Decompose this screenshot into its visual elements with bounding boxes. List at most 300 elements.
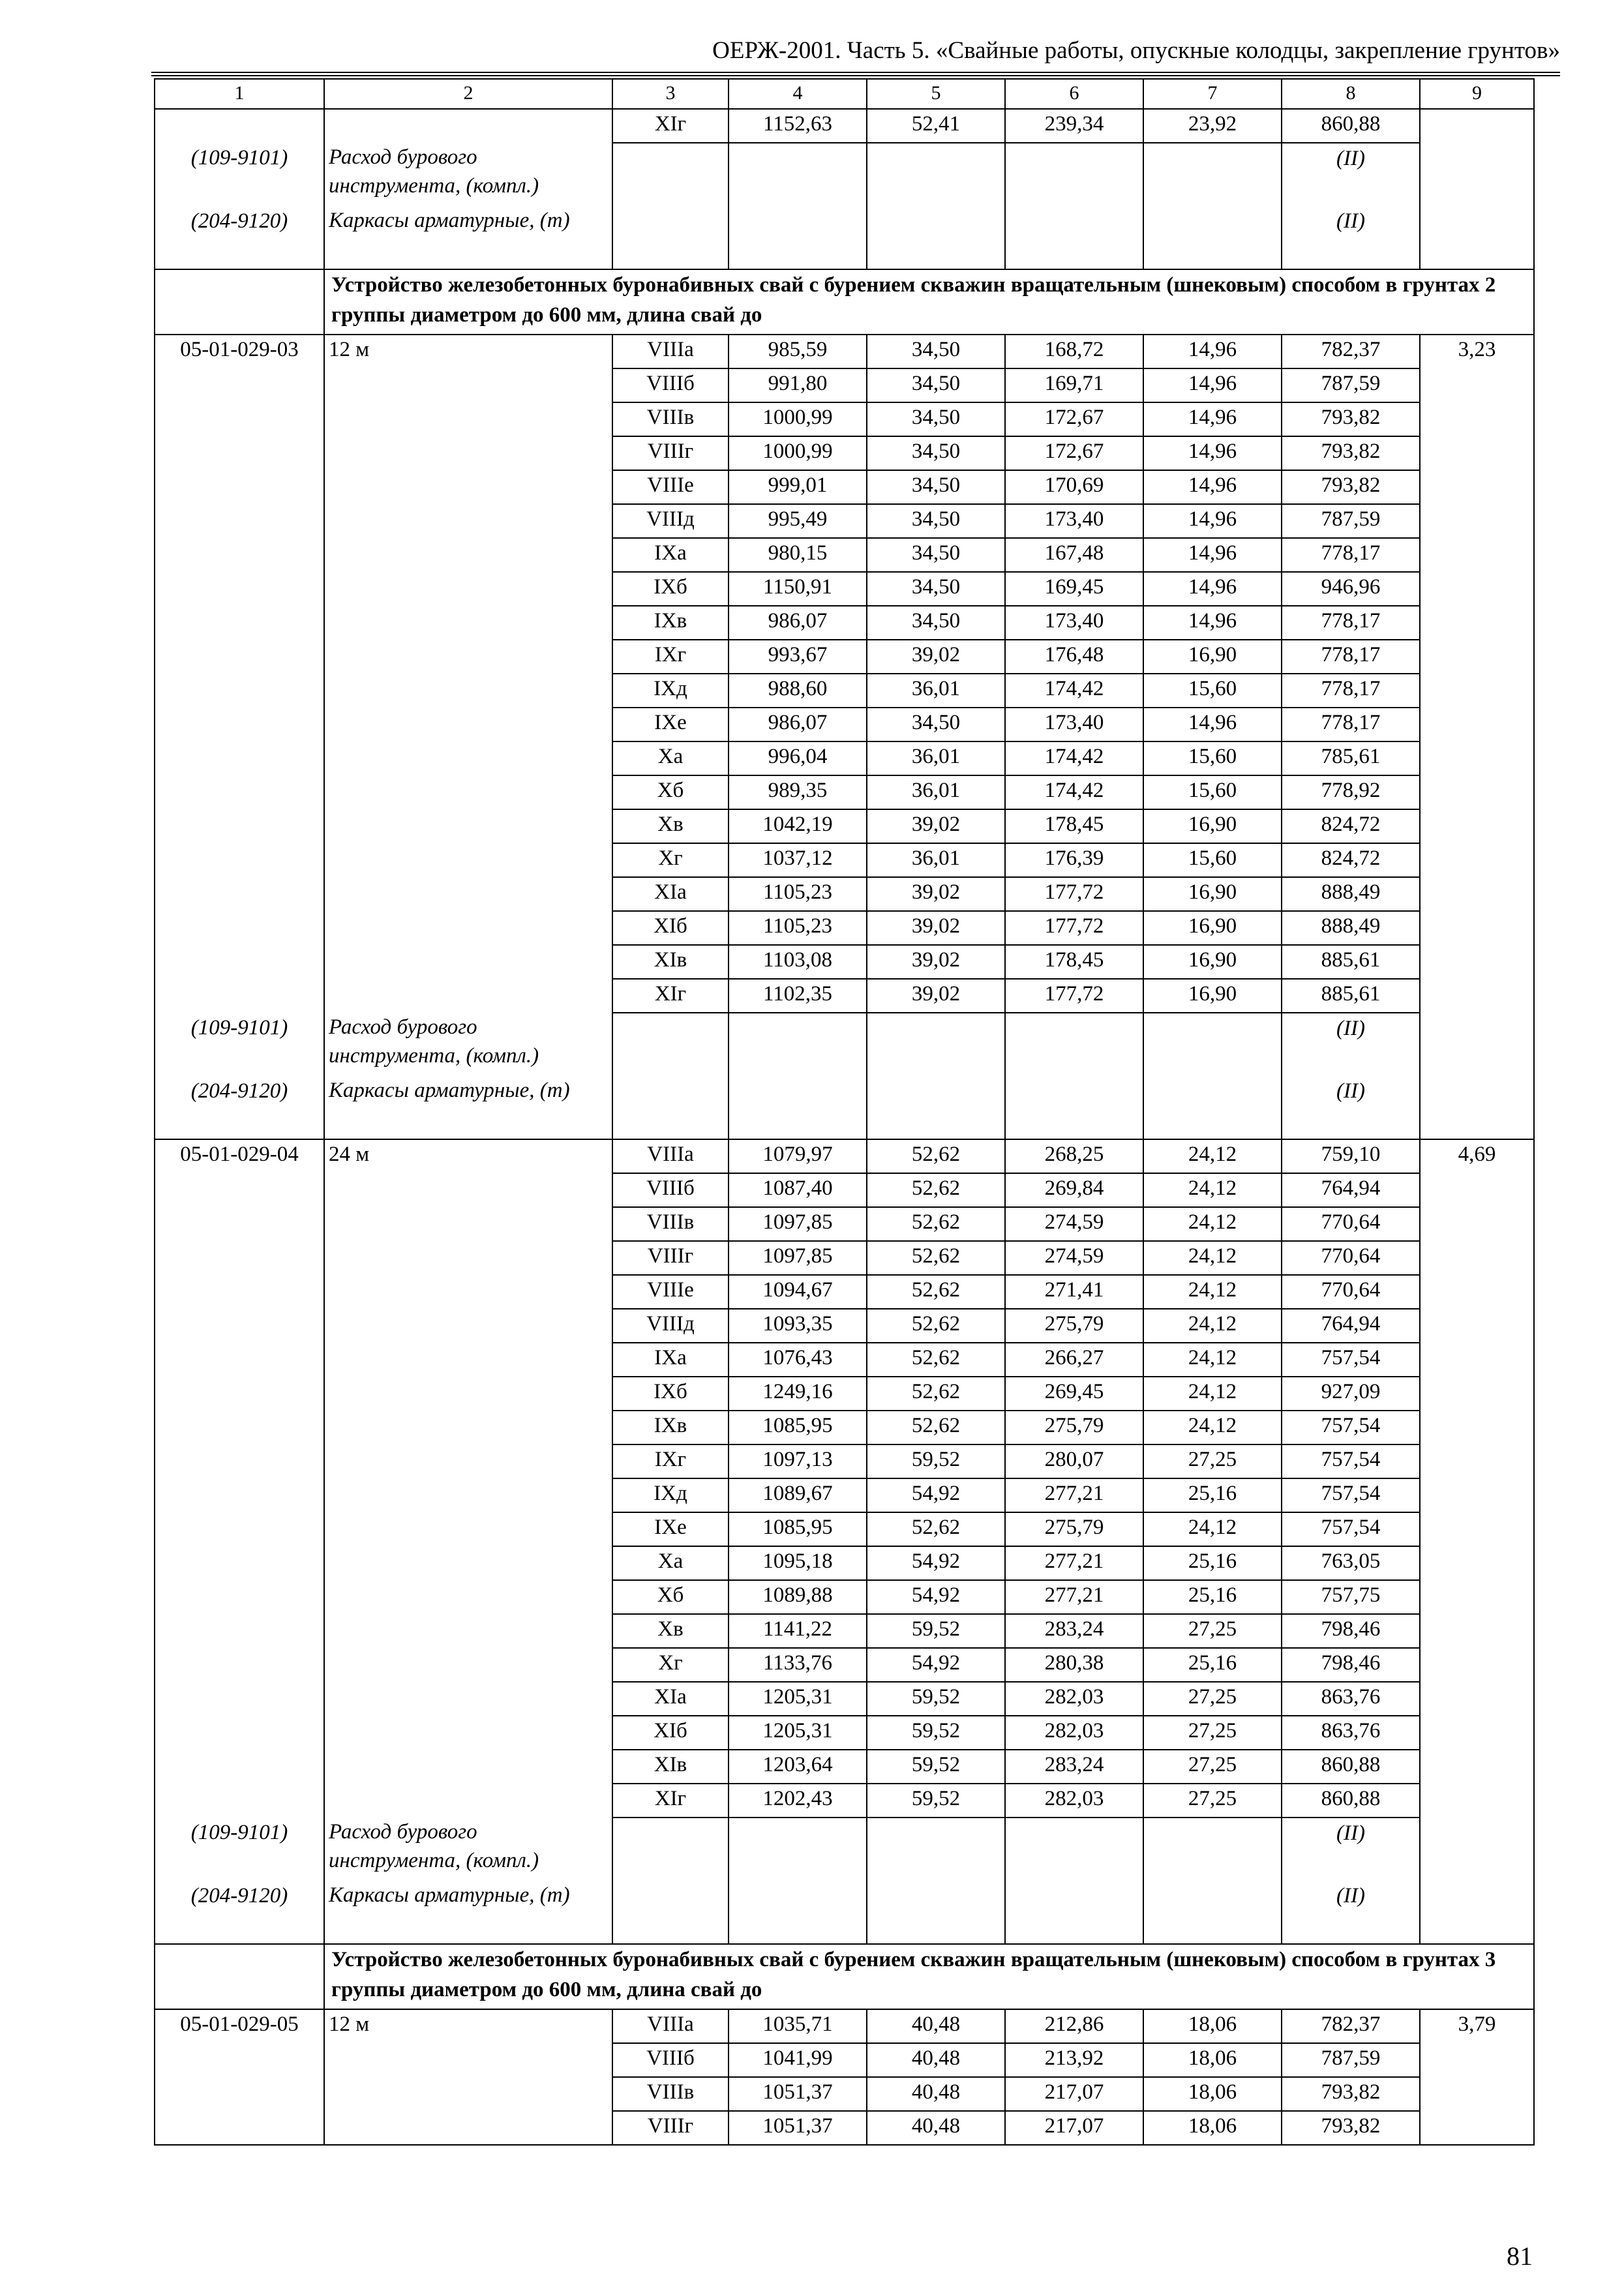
row-name-cell [324,1784,612,1818]
zone-cell: VIIIа [612,2009,729,2043]
empty-cell [1005,206,1143,269]
table-row [155,1173,1534,1207]
value-col7: 16,90 [1143,877,1282,911]
value-col8: 763,05 [1282,1546,1420,1580]
zone-cell: VIIIд [612,1309,729,1343]
table-row [155,1139,1534,1173]
row-col9-cell [1420,1614,1534,1648]
zone-cell: IXа [612,538,729,572]
value-col4: 1037,12 [729,843,867,877]
row-code-cell [155,368,324,402]
rate-code: 05-01-029-04 [155,1139,324,1173]
value-col8: 778,17 [1282,640,1420,674]
value-col7: 24,12 [1143,1343,1282,1377]
value-col6: 168,72 [1005,335,1143,368]
value-col5: 40,48 [867,2043,1005,2077]
table-row [155,1444,1534,1478]
value-col4: 1133,76 [729,1648,867,1682]
empty-cell [867,1881,1005,1944]
table-row [155,1784,1534,1818]
row-col9-cell [1420,2111,1534,2145]
value-col4: 1150,91 [729,572,867,606]
value-col8: 946,96 [1282,572,1420,606]
row-code-cell [155,606,324,640]
zone-cell: XIа [612,1682,729,1716]
empty-cell [1005,1818,1143,1881]
empty-cell [1420,1013,1534,1076]
resource-code: (109-9101) [155,1013,324,1076]
row-name-cell [324,1648,612,1682]
empty-cell [867,1013,1005,1076]
row-name-cell [324,1614,612,1648]
row-name-cell [324,402,612,436]
resource-mark: (II) [1282,1076,1420,1139]
row-name-cell [324,436,612,470]
rate-col9-value: 4,69 [1420,1139,1534,1173]
empty-cell [1005,1076,1143,1139]
pile-length: 12 м [324,2009,612,2043]
value-col7: 14,96 [1143,504,1282,538]
empty-cell [867,206,1005,269]
value-col5: 39,02 [867,809,1005,843]
value-col4: 1202,43 [729,1784,867,1818]
value-col7: 24,12 [1143,1139,1282,1173]
value-col7: 27,25 [1143,1444,1282,1478]
row-name-cell [324,1716,612,1750]
value-col8: 757,75 [1282,1580,1420,1614]
row-code-cell [155,1648,324,1682]
value-col5: 59,52 [867,1614,1005,1648]
rate-code: 05-01-029-05 [155,2009,324,2043]
value-col5: 34,50 [867,538,1005,572]
value-col5: 34,50 [867,436,1005,470]
value-col8: 778,17 [1282,538,1420,572]
value-col6: 172,67 [1005,402,1143,436]
value-col5: 59,52 [867,1444,1005,1478]
zone-cell: VIIIг [612,1241,729,1275]
value-col6: 283,24 [1005,1750,1143,1784]
value-col8: 757,54 [1282,1411,1420,1444]
table-row [155,1478,1534,1512]
value-col7: 16,90 [1143,911,1282,945]
zone-cell: VIIIг [612,436,729,470]
value-col7: 14,96 [1143,335,1282,368]
zone-cell: Xг [612,843,729,877]
empty-cell [612,206,729,269]
zone-cell: IXг [612,640,729,674]
empty-cell [1143,1881,1282,1944]
value-col8: 860,88 [1282,1784,1420,1818]
value-col5: 52,62 [867,1343,1005,1377]
table-row [155,1546,1534,1580]
table-row [155,1343,1534,1377]
table-row [155,809,1534,843]
value-col6: 173,40 [1005,504,1143,538]
table-row [155,877,1534,911]
row-col9-cell [1420,708,1534,741]
table-row [155,1377,1534,1411]
resource-name: Каркасы арматурные, (т) [324,1881,612,1944]
row-name-cell [324,674,612,708]
row-col9-cell [1420,1546,1534,1580]
value-col4: 1097,85 [729,1207,867,1241]
row-col9-cell [1420,809,1534,843]
empty-cell [1005,1013,1143,1076]
value-col6: 275,79 [1005,1512,1143,1546]
row-code-cell [155,1377,324,1411]
value-col6: 217,07 [1005,2111,1143,2145]
value-col6: 275,79 [1005,1309,1143,1343]
row-code-cell [155,674,324,708]
table-row [155,1207,1534,1241]
row-col9-cell [1420,1444,1534,1478]
value-col6: 177,72 [1005,911,1143,945]
value-col4: 1085,95 [729,1411,867,1444]
pile-length: 24 м [324,1139,612,1173]
value-col5: 36,01 [867,674,1005,708]
row-code-cell [155,572,324,606]
row-col9-cell [1420,1580,1534,1614]
resource-name: Каркасы арматурные, (т) [324,1076,612,1139]
row-col9-cell [1420,1478,1534,1512]
table-row [155,2077,1534,2111]
value-col4: 995,49 [729,504,867,538]
empty-cell [155,1944,324,2009]
column-header: 5 [867,79,1005,109]
resource-code: (204-9120) [155,1076,324,1139]
value-col6: 269,84 [1005,1173,1143,1207]
value-col8: 778,17 [1282,606,1420,640]
table-row [155,1716,1534,1750]
value-col8: 888,49 [1282,877,1420,911]
column-header: 3 [612,79,729,109]
zone-cell: Xа [612,1546,729,1580]
zone-cell: IXб [612,1377,729,1411]
value-col7: 24,12 [1143,1241,1282,1275]
row-code-cell [155,1682,324,1716]
row-code-cell [155,1343,324,1377]
row-code-cell [155,945,324,979]
value-col8: 764,94 [1282,1309,1420,1343]
row-name-cell [324,708,612,741]
value-col4: 1094,67 [729,1275,867,1309]
row-code-cell [155,979,324,1013]
value-col8: 757,54 [1282,1343,1420,1377]
row-col9-cell [1420,775,1534,809]
value-col8: 793,82 [1282,402,1420,436]
value-col6: 277,21 [1005,1546,1143,1580]
row-name-cell [324,1343,612,1377]
value-col4: 980,15 [729,538,867,572]
empty-cell [1143,1076,1282,1139]
value-col5: 39,02 [867,877,1005,911]
value-col4: 1035,71 [729,2009,867,2043]
page-number: 81 [1507,2241,1533,2271]
value-col7: 18,06 [1143,2111,1282,2145]
row-col9-cell [1420,945,1534,979]
value-col5: 59,52 [867,1716,1005,1750]
value-col4: 1051,37 [729,2111,867,2145]
value-col5: 34,50 [867,470,1005,504]
value-col4: 1041,99 [729,2043,867,2077]
row-col9-cell [1420,911,1534,945]
page-header: ОЕРЖ-2001. Часть 5. «Свайные работы, опускные колодцы, закрепление грунтов» [712,37,1560,64]
value-col5: 34,50 [867,606,1005,640]
value-col7: 14,96 [1143,470,1282,504]
value-col7: 24,12 [1143,1411,1282,1444]
resource-name: Расход бурового инструмента, (компл.) [324,1013,612,1076]
row-name-cell [324,2077,612,2111]
resource-row [155,1076,1534,1139]
row-code-cell [155,1309,324,1343]
value-col8: 778,17 [1282,708,1420,741]
value-col6: 274,59 [1005,1207,1143,1241]
value-col7: 27,25 [1143,1784,1282,1818]
column-header: 9 [1420,79,1534,109]
row-name-cell [324,809,612,843]
row-code-cell [155,877,324,911]
table-row [155,572,1534,606]
value-col6: 169,45 [1005,572,1143,606]
zone-cell: VIIIв [612,2077,729,2111]
value-col5: 36,01 [867,775,1005,809]
empty-cell [1420,1076,1534,1139]
table-row [155,335,1534,368]
row-name-cell [324,1173,612,1207]
resource-name: Расход бурового инструмента, (компл.) [324,1818,612,1881]
value-col6: 178,45 [1005,809,1143,843]
value-col4: 1141,22 [729,1614,867,1648]
value-col8: 793,82 [1282,436,1420,470]
value-col8: 782,37 [1282,335,1420,368]
value-col6: 173,40 [1005,606,1143,640]
row-name-cell [324,1682,612,1716]
row-col9-cell [1420,1275,1534,1309]
value-col4: 1000,99 [729,402,867,436]
row-code-cell [155,1750,324,1784]
value-col4: 1085,95 [729,1512,867,1546]
row-code-cell [155,504,324,538]
row-col9-cell [1420,674,1534,708]
value-col5: 40,48 [867,2111,1005,2145]
header-rule [151,72,1560,76]
row-code-cell [155,1444,324,1478]
row-col9-cell [1420,402,1534,436]
value-col5: 36,01 [867,843,1005,877]
row-col9-cell [1420,538,1534,572]
value-col5: 34,50 [867,504,1005,538]
resource-row [155,1881,1534,1944]
value-col6: 280,38 [1005,1648,1143,1682]
empty-cell [612,1881,729,1944]
value-col5: 52,62 [867,1309,1005,1343]
row-code-cell [155,708,324,741]
table-row [155,538,1534,572]
row-col9-cell [1420,1377,1534,1411]
row-code-cell [155,843,324,877]
value-col4: 996,04 [729,741,867,775]
value-col7: 15,60 [1143,674,1282,708]
row-code-cell [155,809,324,843]
row-col9-cell [1420,1309,1534,1343]
value-col5: 52,62 [867,1173,1005,1207]
value-col7: 14,96 [1143,436,1282,470]
table-row [155,368,1534,402]
empty-cell [1143,206,1282,269]
section-title: Устройство железобетонных буронабивных свай с бурением скважин вращательным (шнековым) способом в грунтах 3 группы диаметром до 600 мм, длина свай до [324,1944,1534,2009]
value-col6: 173,40 [1005,708,1143,741]
empty-cell [612,1818,729,1881]
row-name-cell [324,470,612,504]
row-name-cell [324,945,612,979]
zone-cell: IXв [612,1411,729,1444]
row-name-cell [324,572,612,606]
zone-cell: VIIIв [612,1207,729,1241]
table-row [155,109,1534,143]
row-col9-cell [1420,1173,1534,1207]
value-col4: 985,59 [729,335,867,368]
row-col9-cell [1420,1207,1534,1241]
row-name-cell [324,1309,612,1343]
value-col4: 1089,88 [729,1580,867,1614]
value-col7: 15,60 [1143,843,1282,877]
value-col6: 239,34 [1005,109,1143,143]
value-col8: 770,64 [1282,1207,1420,1241]
value-col5: 34,50 [867,708,1005,741]
row-col9-cell [1420,843,1534,877]
zone-cell: XIв [612,945,729,979]
value-col4: 1095,18 [729,1546,867,1580]
row-col9-cell [1420,1648,1534,1682]
row-col9-cell [1420,436,1534,470]
row-col9-cell [1420,1784,1534,1818]
row-col9-cell [1420,1343,1534,1377]
rate-col9-value: 3,79 [1420,2009,1534,2043]
zone-cell: Xв [612,1614,729,1648]
table-row [155,775,1534,809]
column-header: 4 [729,79,867,109]
value-col7: 16,90 [1143,945,1282,979]
table-row [155,1750,1534,1784]
row-col9-cell [1420,1241,1534,1275]
table-body [155,79,1534,2145]
value-col6: 274,59 [1005,1241,1143,1275]
value-col8: 793,82 [1282,470,1420,504]
value-col8: 787,59 [1282,504,1420,538]
value-col6: 174,42 [1005,674,1143,708]
value-col4: 993,67 [729,640,867,674]
resource-mark: (II) [1282,1818,1420,1881]
value-col8: 764,94 [1282,1173,1420,1207]
value-col4: 1076,43 [729,1343,867,1377]
zone-cell: Xа [612,741,729,775]
empty-cell [729,1881,867,1944]
value-col4: 1042,19 [729,809,867,843]
zone-cell: VIIIг [612,2111,729,2145]
value-col4: 1051,37 [729,2077,867,2111]
row-col9-cell [1420,1682,1534,1716]
value-col7: 14,96 [1143,708,1282,741]
value-col8: 793,82 [1282,2111,1420,2145]
value-col4: 999,01 [729,470,867,504]
row-name-cell [324,1580,612,1614]
row-name-cell [324,775,612,809]
row-name-cell [324,1750,612,1784]
zone-cell: IXв [612,606,729,640]
row-code-cell [155,2077,324,2111]
value-col7: 16,90 [1143,640,1282,674]
value-col4: 988,60 [729,674,867,708]
value-col8: 927,09 [1282,1377,1420,1411]
value-col4: 986,07 [729,606,867,640]
table-row [155,1309,1534,1343]
value-col5: 52,62 [867,1275,1005,1309]
value-col6: 269,45 [1005,1377,1143,1411]
value-col4: 1205,31 [729,1682,867,1716]
value-col8: 824,72 [1282,809,1420,843]
value-col5: 40,48 [867,2077,1005,2111]
value-col4: 1152,63 [729,109,867,143]
value-col7: 14,96 [1143,538,1282,572]
value-col6: 177,72 [1005,979,1143,1013]
value-col8: 770,64 [1282,1241,1420,1275]
value-col6: 282,03 [1005,1682,1143,1716]
value-col4: 1249,16 [729,1377,867,1411]
value-col8: 787,59 [1282,368,1420,402]
empty-cell [729,143,867,206]
value-col7: 16,90 [1143,979,1282,1013]
value-col8: 863,76 [1282,1682,1420,1716]
resource-mark: (II) [1282,206,1420,269]
row-name-cell [324,1275,612,1309]
value-col4: 1089,67 [729,1478,867,1512]
row-name-cell [324,877,612,911]
row-name-cell [324,504,612,538]
value-col4: 986,07 [729,708,867,741]
rate-code: 05-01-029-03 [155,335,324,368]
row-code-cell [155,1478,324,1512]
row-col9-cell [1420,877,1534,911]
row-name-cell [324,1546,612,1580]
row-col9-cell [1420,470,1534,504]
resource-mark: (II) [1282,1013,1420,1076]
zone-cell: XIа [612,877,729,911]
row-name-cell [324,538,612,572]
zone-cell: IXа [612,1343,729,1377]
value-col7: 14,96 [1143,402,1282,436]
value-col6: 266,27 [1005,1343,1143,1377]
value-col6: 178,45 [1005,945,1143,979]
value-col5: 39,02 [867,640,1005,674]
value-col8: 885,61 [1282,945,1420,979]
row-code-cell [155,1173,324,1207]
zone-cell: VIIIв [612,402,729,436]
row-col9-cell [1420,1750,1534,1784]
value-col8: 778,92 [1282,775,1420,809]
value-col8: 757,54 [1282,1512,1420,1546]
value-col4: 989,35 [729,775,867,809]
row-col9-cell [1420,979,1534,1013]
value-col6: 217,07 [1005,2077,1143,2111]
empty-cell [729,206,867,269]
value-col8: 757,54 [1282,1478,1420,1512]
resource-name: Каркасы арматурные, (т) [324,206,612,269]
row-col9-cell [1420,1512,1534,1546]
column-header: 6 [1005,79,1143,109]
value-col7: 27,25 [1143,1750,1282,1784]
value-col7: 25,16 [1143,1648,1282,1682]
row-code-cell [155,1546,324,1580]
